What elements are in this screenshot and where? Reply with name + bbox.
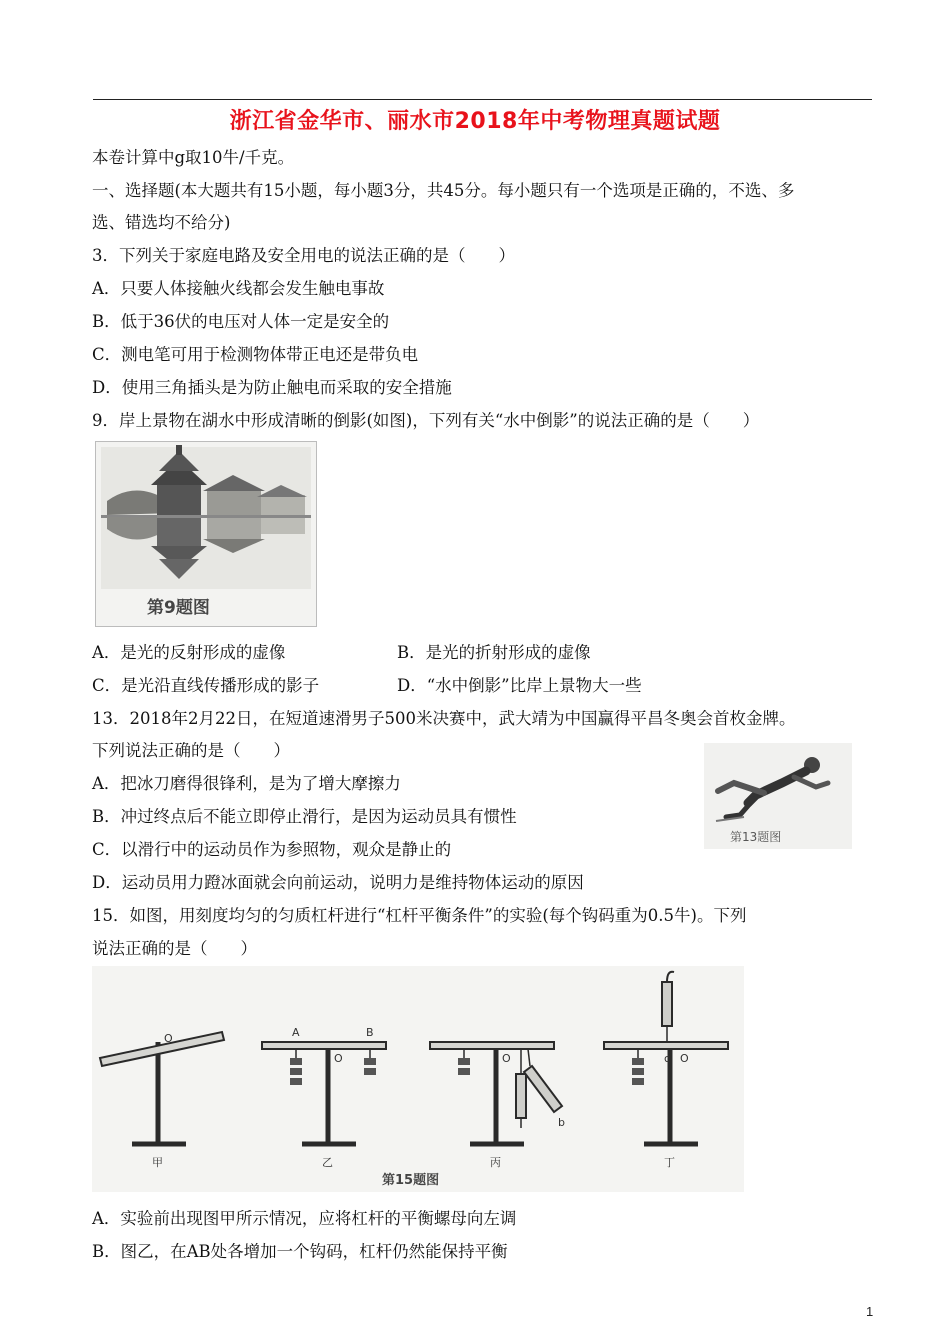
section-heading-line1: 一、选择题(本大题共有15小题，每小题3分，共45分。每小题只有一个选项是正确的，不选、多 (92, 181, 795, 200)
q13-stem-line1: 13．2018年2月22日，在短道速滑男子500米决赛中，武大靖为中国赢得平昌冬奥会首枚金牌。 (92, 709, 796, 728)
q9-figure-reflection (95, 441, 317, 627)
yi-label-b: B (366, 1026, 374, 1039)
page-title: 浙江省金华市、丽水市2018年中考物理真题试题 (229, 109, 721, 134)
q3-stem: 3．下列关于家庭电路及安全用电的说法正确的是（ ） (92, 246, 515, 265)
section-heading-line2: 选、错选均不给分) (92, 213, 231, 232)
q9-option-b: B．是光的折射形成的虚像 (397, 643, 591, 662)
jia-label-o: O (164, 1032, 173, 1045)
q15-option-a: A．实验前出现图甲所示情况，应将杠杆的平衡螺母向左调 (92, 1209, 517, 1228)
bing-label-b: b (558, 1116, 565, 1129)
q9-option-d: D．“水中倒影”比岸上景物大一些 (397, 676, 642, 695)
q13-stem-line2: 下列说法正确的是（ ） (92, 741, 290, 760)
header-rule (93, 99, 872, 100)
intro-note: 本卷计算中g取10牛/千克。 (92, 148, 295, 167)
panel-label-yi: 乙 (322, 1156, 333, 1169)
q13-option-c: C．以滑行中的运动员作为参照物，观众是静止的 (92, 840, 452, 859)
q3-option-d: D．使用三角插头是为防止触电而采取的安全措施 (92, 378, 452, 397)
q3-option-b: B．低于36伏的电压对人体一定是安全的 (92, 312, 390, 331)
yi-label-o: O (334, 1052, 343, 1065)
q13-option-b: B．冲过终点后不能立即停止滑行，是因为运动员具有惯性 (92, 807, 517, 826)
q15-figure-levers (92, 966, 744, 1192)
q13-option-d: D．运动员用力蹬冰面就会向前运动，说明力是维持物体运动的原因 (92, 873, 584, 892)
yi-label-a: A (292, 1026, 300, 1039)
q3-option-a: A．只要人体接触火线都会发生触电事故 (92, 279, 385, 298)
q15-figure-caption: 第15题图 (382, 1173, 440, 1188)
q9-option-c: C．是光沿直线传播形成的影子 (92, 676, 320, 695)
panel-label-jia: 甲 (152, 1156, 163, 1169)
ding-label-o: O (680, 1052, 689, 1065)
page-number: 1 (866, 1304, 874, 1319)
bing-label-o: O (502, 1052, 511, 1065)
ding-label-c: c (664, 1052, 671, 1065)
q9-option-a: A．是光的反射形成的虚像 (92, 643, 286, 662)
q3-option-c: C．测电笔可用于检测物体带正电还是带负电 (92, 345, 419, 364)
q15-option-b: B．图乙，在AB处各增加一个钩码，杠杆仍然能保持平衡 (92, 1242, 508, 1261)
q15-stem-line1: 15．如图，用刻度均匀的匀质杠杆进行“杠杆平衡条件”的实验(每个钩码重为0.5牛)。下列 (92, 906, 747, 925)
q9-figure-caption: 第9题图 (147, 598, 210, 618)
panel-label-bing: 丙 (490, 1156, 501, 1169)
q13-figure-skater (704, 743, 852, 849)
q13-figure-caption: 第13题图 (730, 830, 782, 844)
q9-stem: 9．岸上景物在湖水中形成清晰的倒影(如图)，下列有关“水中倒影”的说法正确的是（ ） (92, 411, 760, 430)
q13-option-a: A．把冰刀磨得很锋利，是为了增大摩擦力 (92, 774, 401, 793)
panel-label-ding: 丁 (664, 1156, 675, 1169)
q15-stem-line2: 说法正确的是（ ） (92, 939, 257, 958)
